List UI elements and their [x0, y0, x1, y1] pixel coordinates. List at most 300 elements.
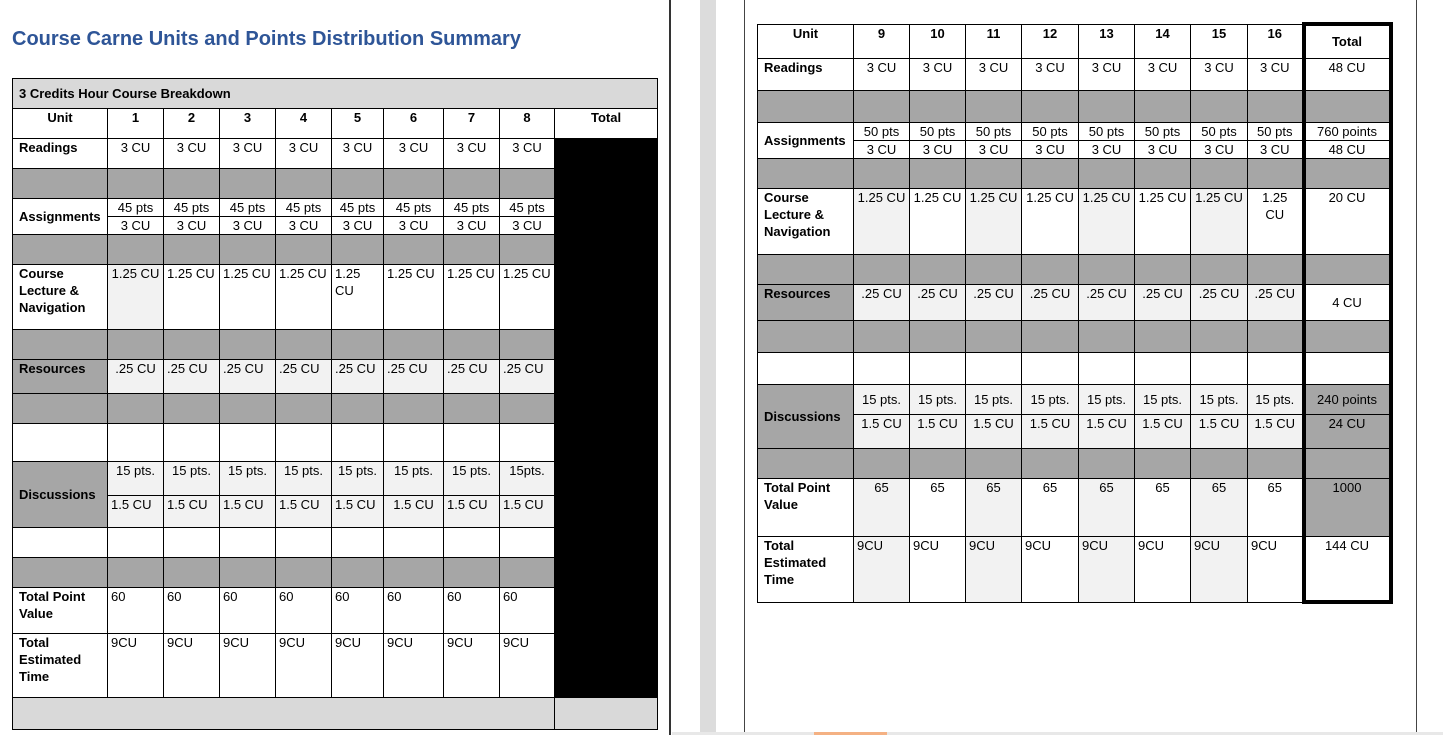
shaded-cell: [164, 558, 220, 588]
table-cell: 65: [854, 478, 910, 536]
table-cell: 9CU: [966, 536, 1022, 602]
shaded-cell: [854, 320, 910, 352]
table-cell: 9CU: [332, 634, 384, 698]
table-cell: 3 CU: [1191, 58, 1248, 90]
split-cell: [1022, 122, 1079, 158]
table-cell: 9CU: [164, 634, 220, 698]
header-unit-number: 11: [966, 24, 1022, 58]
row-label: Discussions: [758, 384, 854, 448]
shaded-cell: [276, 235, 332, 265]
shaded-total-cell: [1304, 90, 1391, 122]
table-cell: 1.5 CU: [444, 496, 500, 528]
table-cell: 15 pts.: [1248, 384, 1304, 414]
header-unit-number: 10: [910, 24, 966, 58]
shaded-cell: [1079, 320, 1135, 352]
cell-cu: 3 CU: [398, 218, 429, 233]
blank-cell: [332, 528, 384, 558]
readings-row: [13, 139, 658, 169]
blank-cell: [164, 424, 220, 462]
shaded-cell: [164, 235, 220, 265]
blank-cell: [1135, 352, 1191, 384]
blank-cell: [13, 424, 108, 462]
split-cell: [332, 199, 384, 235]
blank-cell: [1022, 352, 1079, 384]
shaded-cell: [384, 394, 444, 424]
shaded-cell: [108, 330, 164, 360]
table-cell: .25 CU: [500, 360, 555, 394]
shaded-cell: [13, 169, 108, 199]
table-cell: 1.25 CU: [1135, 188, 1191, 254]
split-cell: [910, 122, 966, 158]
table-cell: 60: [384, 588, 444, 634]
cell-points: 45 pts: [220, 199, 275, 217]
header-row: [758, 24, 1391, 58]
blank-cell: [1248, 352, 1304, 384]
header-unit-number: 8: [500, 109, 555, 139]
table-cell: 1.25 CU: [1022, 188, 1079, 254]
cell-cu: 3 CU: [456, 218, 487, 233]
table-cell: 1.5 CU: [1135, 414, 1191, 448]
shaded-cell: [500, 394, 555, 424]
table-cell: 60: [332, 588, 384, 634]
table-cell: 9CU: [910, 536, 966, 602]
blank-cell: [220, 528, 276, 558]
shaded-cell: [220, 235, 276, 265]
cell-cu: 3 CU: [978, 141, 1009, 157]
blank-cell: [444, 528, 500, 558]
page-edge-right-right: [1416, 0, 1417, 735]
table-cell: .25 CU: [384, 360, 444, 394]
split-cell: [1191, 122, 1248, 158]
table-cell: 1.5 CU: [164, 496, 220, 528]
shaded-cell: [910, 158, 966, 188]
table-cell: 3 CU: [1248, 58, 1304, 90]
table-cell: 1.5 CU: [220, 496, 276, 528]
row-label: Readings: [13, 139, 108, 169]
units-table-1-8: [12, 78, 658, 730]
table-cell: 15 pts.: [854, 384, 910, 414]
shaded-cell: [966, 158, 1022, 188]
table-cell: 9CU: [1022, 536, 1079, 602]
table-cell: 1.25 CU: [444, 265, 500, 330]
shaded-cell: [1022, 254, 1079, 284]
blank-cell: [1191, 352, 1248, 384]
table-cell: 15 pts.: [444, 462, 500, 496]
table-cell: 3 CU: [1135, 58, 1191, 90]
table-cell: 1.25 CU: [108, 265, 164, 330]
total-cell: 20 CU: [1304, 188, 1391, 254]
shaded-cell: [1135, 320, 1191, 352]
shaded-cell: [854, 158, 910, 188]
table-cell: 1.25 CU: [966, 188, 1022, 254]
cell-cu: 3 CU: [176, 218, 207, 233]
shaded-cell: [164, 169, 220, 199]
cell-cu: 3 CU: [922, 141, 953, 157]
blank-total-cell: [1304, 352, 1391, 384]
table-cell: 3 CU: [500, 139, 555, 169]
blank-cell: [276, 424, 332, 462]
shaded-cell: [910, 254, 966, 284]
blank-cell: [500, 528, 555, 558]
shaded-cell: [1022, 320, 1079, 352]
assignments-row: [758, 122, 1391, 158]
shaded-cell: [910, 320, 966, 352]
table-cell: 1.25 CU: [500, 265, 555, 330]
cell-cu: 3 CU: [1259, 141, 1290, 157]
shaded-cell: [758, 320, 854, 352]
blank-cell: [108, 528, 164, 558]
blank-cell: [276, 528, 332, 558]
table-cell: 1.25 CU: [1191, 188, 1248, 254]
cell-cu: 3 CU: [512, 218, 542, 233]
header-unit-number: 3: [220, 109, 276, 139]
blank-cell: [910, 352, 966, 384]
table-cell: 3 CU: [164, 139, 220, 169]
cell-points: 50 pts: [1022, 123, 1078, 141]
row-label: Assignments: [13, 199, 108, 235]
footer-cell: [13, 698, 658, 730]
total-blackout: [555, 139, 658, 730]
table-cell: 9CU: [220, 634, 276, 698]
table-cell: 1.5 CU: [500, 496, 555, 528]
shaded-cell: [500, 558, 555, 588]
row-label: Discussions: [13, 462, 108, 528]
cell-points: 45 pts: [276, 199, 331, 217]
document-title: Course Carne Units and Points Distribution Summary: [12, 28, 521, 50]
total-cell: 48 CU: [1304, 58, 1391, 90]
table-cell: 60: [164, 588, 220, 634]
total-cell: 144 CU: [1304, 536, 1391, 602]
shaded-total-cell: [1304, 320, 1391, 352]
table-cell: 65: [1135, 478, 1191, 536]
table-cell: 3 CU: [854, 58, 910, 90]
table-cell: 15 pts.: [910, 384, 966, 414]
cell-points: 45 pts: [500, 199, 554, 217]
shaded-cell: [332, 558, 384, 588]
row-label: Resources: [758, 284, 854, 320]
header-unit-number: 14: [1135, 24, 1191, 58]
shaded-cell: [444, 330, 500, 360]
header-unit-number: 12: [1022, 24, 1079, 58]
split-cell: [220, 199, 276, 235]
table-cell: 1.25 CU: [332, 265, 384, 330]
table-cell: 65: [1191, 478, 1248, 536]
table-cell: .25 CU: [1079, 284, 1135, 320]
shaded-cell: [1248, 254, 1304, 284]
table-cell: 3 CU: [910, 58, 966, 90]
header-total: Total: [555, 109, 658, 139]
shaded-cell: [1022, 448, 1079, 478]
cell-points: 45 pts: [164, 199, 219, 217]
shaded-cell: [1248, 158, 1304, 188]
cell-points: 50 pts: [1248, 123, 1302, 141]
table-cell: 9CU: [444, 634, 500, 698]
shaded-cell: [1022, 90, 1079, 122]
shaded-cell: [966, 320, 1022, 352]
shaded-cell: [164, 330, 220, 360]
table-cell: 15 pts.: [276, 462, 332, 496]
blank-cell: [220, 424, 276, 462]
shaded-cell: [966, 90, 1022, 122]
cell-cu: 3 CU: [288, 218, 319, 233]
shaded-cell: [1135, 90, 1191, 122]
shaded-cell: [13, 235, 108, 265]
total-cell: 4 CU: [1304, 284, 1391, 320]
row-label: Total Estimated Time: [758, 536, 854, 602]
split-cell: [966, 122, 1022, 158]
table-cell: 15 pts.: [1079, 384, 1135, 414]
shaded-cell: [758, 254, 854, 284]
table-cell: 3 CU: [220, 139, 276, 169]
shaded-row: [758, 90, 1391, 122]
shaded-cell: [276, 558, 332, 588]
table-cell: 60: [108, 588, 164, 634]
table-cell: 3 CU: [276, 139, 332, 169]
row-label: Total Point Value: [758, 478, 854, 536]
table-cell: 65: [1079, 478, 1135, 536]
shaded-cell: [1191, 448, 1248, 478]
table-cell: 3 CU: [444, 139, 500, 169]
table-cell: 3 CU: [332, 139, 384, 169]
table-cell: 1.5 CU: [1248, 414, 1304, 448]
table-cell: .25 CU: [276, 360, 332, 394]
shaded-cell: [384, 558, 444, 588]
table-cell: 1.5 CU: [966, 414, 1022, 448]
table-cell: 65: [1248, 478, 1304, 536]
cell-points: 45 pts: [444, 199, 499, 217]
table-cell: 3 CU: [1079, 58, 1135, 90]
split-cell: [276, 199, 332, 235]
table-cell: 60: [500, 588, 555, 634]
row-label: Total Point Value: [13, 588, 108, 634]
table-cell: 3 CU: [108, 139, 164, 169]
total-cell: 24 CU: [1304, 414, 1391, 448]
split-cell: [384, 199, 444, 235]
table-cell: .25 CU: [910, 284, 966, 320]
shaded-cell: [276, 169, 332, 199]
header-unit: Unit: [758, 24, 854, 58]
table-cell: 9CU: [854, 536, 910, 602]
header-unit-number: 1: [108, 109, 164, 139]
shaded-cell: [276, 330, 332, 360]
shaded-cell: [13, 330, 108, 360]
header-unit-number: 15: [1191, 24, 1248, 58]
shaded-cell: [1248, 448, 1304, 478]
table-cell: 9CU: [1248, 536, 1304, 602]
header-total: Total: [1304, 24, 1391, 58]
table-cell: .25 CU: [966, 284, 1022, 320]
shaded-cell: [1022, 158, 1079, 188]
shaded-cell: [854, 90, 910, 122]
blank-cell: [854, 352, 910, 384]
total-cell: 1000: [1304, 478, 1391, 536]
cell-points: 50 pts: [910, 123, 965, 141]
shaded-cell: [1248, 90, 1304, 122]
cell-cu: 3 CU: [1091, 141, 1122, 157]
blank-cell: [384, 528, 444, 558]
shaded-cell: [384, 169, 444, 199]
shaded-cell: [13, 394, 108, 424]
table-cell: .25 CU: [332, 360, 384, 394]
shaded-cell: [1079, 90, 1135, 122]
cell-cu: 3 CU: [120, 218, 151, 233]
shaded-row: [758, 254, 1391, 284]
table-cell: 1.25 CU: [910, 188, 966, 254]
header-unit-number: 5: [332, 109, 384, 139]
table-cell: 1.25 CU: [854, 188, 910, 254]
split-cell: [500, 199, 555, 235]
table-cell: 1.5 CU: [854, 414, 910, 448]
cell-cu: 3 CU: [1204, 141, 1234, 157]
cell-points: 45 pts: [384, 199, 443, 217]
header-unit-number: 2: [164, 109, 220, 139]
table-cell: 1.5 CU: [108, 496, 164, 528]
lecture-row: [758, 188, 1391, 254]
shaded-cell: [444, 558, 500, 588]
table-cell: 3 CU: [966, 58, 1022, 90]
cell-points: 50 pts: [1079, 123, 1134, 141]
blank-cell: [164, 528, 220, 558]
shaded-cell: [220, 169, 276, 199]
header-unit-number: 16: [1248, 24, 1304, 58]
table-caption: 3 Credits Hour Course Breakdown: [13, 79, 658, 109]
blank-cell: [13, 528, 108, 558]
table-cell: .25 CU: [220, 360, 276, 394]
total-time-row: [758, 536, 1391, 602]
cell-cu: 48 CU: [1328, 141, 1366, 157]
shaded-cell: [1191, 158, 1248, 188]
shaded-cell: [220, 558, 276, 588]
split-cell: [1304, 122, 1391, 158]
table-cell: 1.5 CU: [1079, 414, 1135, 448]
header-unit-number: 9: [854, 24, 910, 58]
row-label: Course Lecture & Navigation: [13, 265, 108, 330]
shaded-cell: [500, 330, 555, 360]
shaded-cell: [500, 169, 555, 199]
shaded-cell: [1135, 158, 1191, 188]
table-cell: 15 pts.: [164, 462, 220, 496]
shaded-cell: [13, 558, 108, 588]
shaded-cell: [220, 394, 276, 424]
cell-cu: 3 CU: [866, 141, 897, 157]
blank-cell: [1079, 352, 1135, 384]
row-label: Readings: [758, 58, 854, 90]
header-unit-number: 4: [276, 109, 332, 139]
shaded-row: [758, 448, 1391, 478]
shaded-cell: [108, 558, 164, 588]
shaded-cell: [1135, 254, 1191, 284]
resources-row: [758, 284, 1391, 320]
table-cell: 60: [444, 588, 500, 634]
shaded-cell: [910, 448, 966, 478]
blank-cell: [332, 424, 384, 462]
table-cell: 9CU: [1135, 536, 1191, 602]
table-cell: 15 pts.: [1135, 384, 1191, 414]
readings-row: [758, 58, 1391, 90]
shaded-cell: [332, 330, 384, 360]
blank-cell: [966, 352, 1022, 384]
shaded-cell: [444, 235, 500, 265]
shaded-cell: [1135, 448, 1191, 478]
row-label: Total Estimated Time: [13, 634, 108, 698]
table-cell: 15 pts.: [332, 462, 384, 496]
table-cell: 65: [910, 478, 966, 536]
shaded-cell: [444, 169, 500, 199]
table-cell: 15 pts.: [384, 462, 444, 496]
shaded-cell: [758, 158, 854, 188]
row-label: Assignments: [758, 122, 854, 158]
shaded-cell: [1191, 320, 1248, 352]
table-cell: 15 pts.: [1191, 384, 1248, 414]
page-gutter-bar: [700, 0, 716, 735]
header-unit-number: 13: [1079, 24, 1135, 58]
shaded-cell: [758, 448, 854, 478]
shaded-cell: [1248, 320, 1304, 352]
shaded-cell: [220, 330, 276, 360]
table-cell: .25 CU: [1022, 284, 1079, 320]
table-cell: 3 CU: [1022, 58, 1079, 90]
table-cell: 65: [1022, 478, 1079, 536]
cell-points: 50 pts: [1191, 123, 1247, 141]
shaded-cell: [854, 254, 910, 284]
table-cell: 9CU: [500, 634, 555, 698]
shaded-cell: [1191, 90, 1248, 122]
table-cell: 1.25 CU: [1248, 188, 1304, 254]
cell-points: 50 pts: [1135, 123, 1190, 141]
table-cell: 9CU: [276, 634, 332, 698]
shaded-cell: [384, 330, 444, 360]
split-cell: [1248, 122, 1304, 158]
cell-points: 50 pts: [966, 123, 1021, 141]
shaded-cell: [276, 394, 332, 424]
table-cell: 9CU: [1079, 536, 1135, 602]
table-cell: 15 pts.: [966, 384, 1022, 414]
cell-cu: 3 CU: [232, 218, 263, 233]
header-unit: Unit: [13, 109, 108, 139]
total-cell: 240 points: [1304, 384, 1391, 414]
cell-cu: 3 CU: [342, 218, 373, 233]
table-cell: 1.5 CU: [276, 496, 332, 528]
blank-cell: [500, 424, 555, 462]
shaded-cell: [108, 235, 164, 265]
table-cell: 15 pts.: [108, 462, 164, 496]
shaded-cell: [966, 448, 1022, 478]
cell-points: 45 pts: [332, 199, 383, 217]
table-cell: 1.5 CU: [332, 496, 384, 528]
shaded-cell: [108, 394, 164, 424]
table-cell: 1.5 CU: [1022, 414, 1079, 448]
total-point-row: [758, 478, 1391, 536]
shaded-total-cell: [1304, 158, 1391, 188]
split-cell: [1135, 122, 1191, 158]
blank-cell: [384, 424, 444, 462]
table-cell: .25 CU: [1248, 284, 1304, 320]
table-cell: 1.25 CU: [276, 265, 332, 330]
page-edge-right-left: [744, 0, 745, 735]
shaded-cell: [1079, 158, 1135, 188]
cell-cu: 3 CU: [1147, 141, 1178, 157]
table-cell: .25 CU: [444, 360, 500, 394]
units-table-9-16: [757, 22, 1393, 604]
table-cell: 65: [966, 478, 1022, 536]
blank-cell: [108, 424, 164, 462]
table-cell: 15 pts.: [220, 462, 276, 496]
shaded-cell: [164, 394, 220, 424]
footer-row: [13, 698, 658, 730]
table-cell: .25 CU: [1191, 284, 1248, 320]
table-cell: .25 CU: [1135, 284, 1191, 320]
shaded-cell: [332, 394, 384, 424]
